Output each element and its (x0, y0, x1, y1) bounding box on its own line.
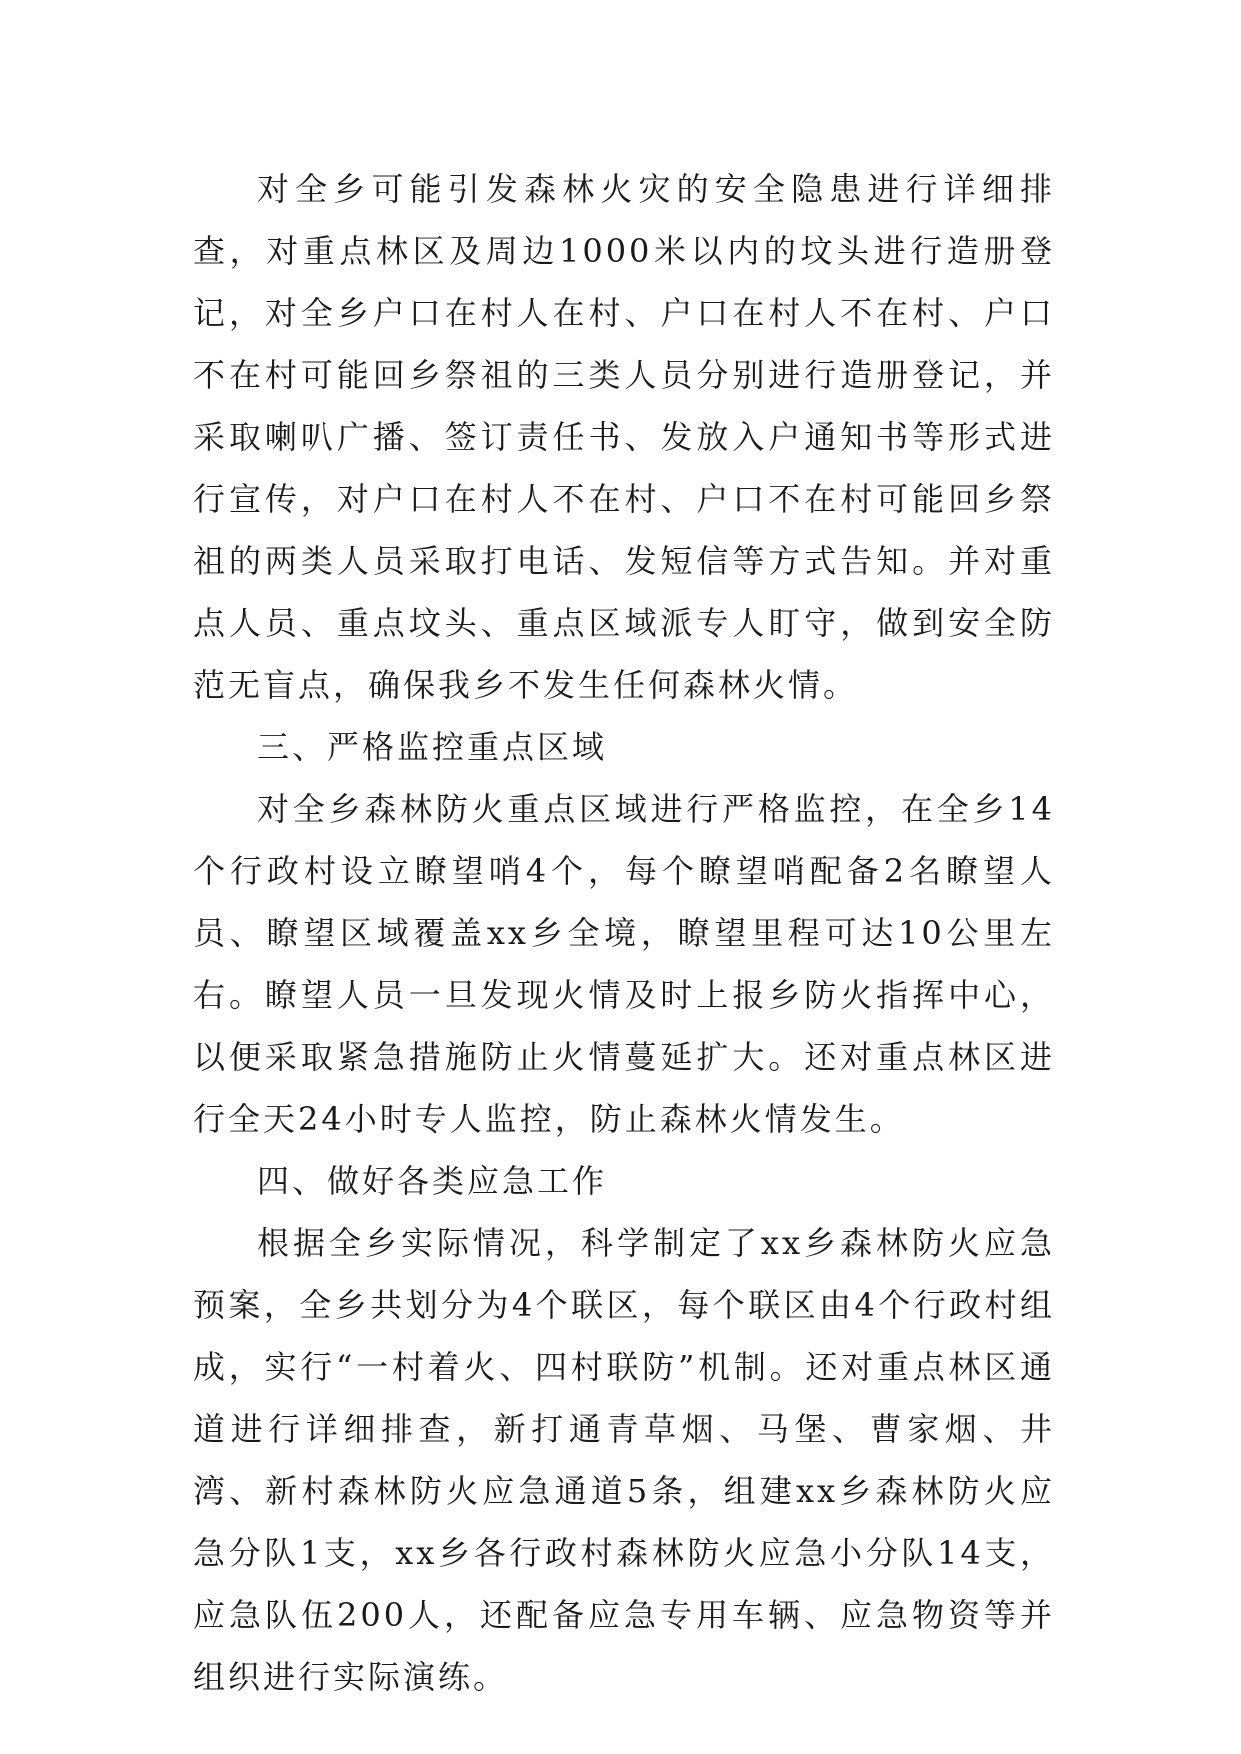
section-heading-emergency: 四、做好各类应急工作 (257, 1162, 608, 1200)
document-body (193, 158, 1055, 1708)
paragraph-fire-hazard-inspection: 对全乡可能引发森林火灾的安全隐患进行详细排查，对重点林区及周边1000米以内的坟头进行造册登记，对全乡户口在村人在村、户口在村人不在村、户口不在村可能回乡祭祖的三类人员分别进行造册登记，并采取喇叭广播、签订责任书、发放入户通知书等形式进行宣传，对户口在村人不在村、户口不在村可能回乡祭祖的两类人员采取打电话、发短信等方式告知。并对重点人员、重点坟头、重点区域派专人盯守，做到安全防范无盲点，确保我乡不发生任何森林火情。 (193, 170, 1055, 704)
paragraph-emergency: 根据全乡实际情况，科学制定了xx乡森林防火应急预案，全乡共划分为4个联区，每个联区由4个行政村组成，实行“一村着火、四村联防”机制。还对重点林区通道进行详细排查，新打通青草烟、马堡、曹家烟、井湾、新村森林防火应急通道5条，组建xx乡森林防火应急分队1支，xx乡各行政村森林防火应急小分队14支，应急队伍200人，还配备应急专用车辆、应急物资等并组织进行实际演练。 (193, 1224, 1055, 1696)
paragraph-monitoring: 对全乡森林防火重点区域进行严格监控，在全乡14个行政村设立瞭望哨4个，每个瞭望哨配备2名瞭望人员、瞭望区域覆盖xx乡全境，瞭望里程可达10公里左右。瞭望人员一旦发现火情及时上报乡防火指挥中心，以便采取紧急措施防止火情蔓延扩大。还对重点林区进行全天24小时专人监控，防止森林火情发生。 (193, 790, 1055, 1138)
section-heading-monitoring: 三、严格监控重点区域 (257, 728, 608, 766)
